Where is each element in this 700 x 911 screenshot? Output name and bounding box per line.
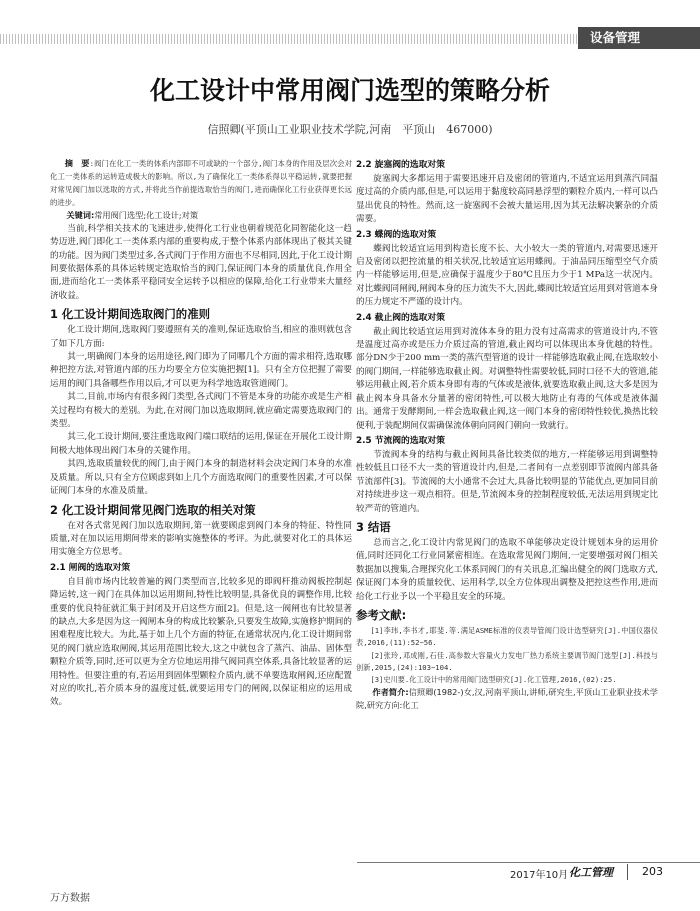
subsection-2-4-heading: 2.4 截止阀的选取对策 xyxy=(356,312,446,323)
paragraph: 其一,明确阀门本身的运用途径,阀门即为了同哪几个方面的需求相符,选取哪种把控方法,对管道内部的压力均要全方位实施把握[1]。只有全方位把握了需要运用的阀门具备哪些作用以后,才可以更为科学地选取管道阀门。 xyxy=(50,352,352,389)
paragraph: 节流阀本身的结构与截止阀间具备比较类似的地方,一样能够运用到调整特性较低且口径不大一类的管道设计内,但是,二者间有一点差别即节流阀内部具备节流部件[3]。节流阀的大小通常不会过大,具备比较明显的节能优点,更加同目前对持续进步这一观点相符。但是,节流阀本身的控制程度较低,无法运用到规定比较严苛的管道内。 xyxy=(356,449,658,514)
paragraph: 蝶阀比较适宜运用到构造长度不长、大小较大一类的管道内,对需要迅速开启及密闭以把控流量的相关状况,比较适宜运用蝶阀。于油品同压缩型空气介质内一样能够运用,但是,应确保于温度少于80℃且压力少于1 MPa这一状况内。对比蝶阀同闸阀,闸阀本身的压力流失不大,因此,蝶阀比较适宜运用到对管道本身的压力规定不严谨的设计内。 xyxy=(356,243,658,308)
paragraph: 旋塞阀大多都运用于需要迅速开启及密闭的管道内,不适宜运用到蒸汽同温度过高的介质内部,但是,可以运用于黏度较高同悬浮型的颗粒介质内,一样可以凸显出优良的特性。然而,这一旋塞阀不会被大量运用,因为其无法解决繁杂的介质需要。 xyxy=(356,174,658,225)
reference-list xyxy=(356,625,658,686)
section-2-heading: 2 化工设计期间常见阀门选取的相关对策 xyxy=(50,502,256,517)
paragraph: 自目前市场内比较普遍的阀门类型而言,比较多见的即阀杆推动阀板控制起降运转,这一阀门在具体加以运用期间,特性比较明显,具备优良的调整作用,比较重要的优良特征就汇集于封闭及开启这些方面[2]。但是,这一阀闸也有比较显著的缺点,大多是因为这一阀闸本身的构成比较繁杂,只要发生故障,实施修护期间的困难程度比较大。为此,基于如上几个方面的特征,在通常状况内,化工设计期间常见的阀门就应选取闸阀,其运用范围比较大,这之中就包含了蒸汽、油品、固体型颗粒介质等,同时,还可以更为全方位地运用排气阀同真空体系,具备比较显著的运用特性。但要注重的有,若运用到固体型颗粒介质内,就不单要选取闸阀,还应配置对应的吹扎,若介质本身的温度过低,就要运用专门的闸阀,以保证相应的运用成效。 xyxy=(50,576,352,708)
left-column xyxy=(50,157,352,710)
reference-item: [1]李玮,李书才,耶斐.等.满足ASME标准的仪表导管阀门设计选型研究[J].中国仪器仪表,2016,(11):52−56. xyxy=(356,625,658,648)
paragraph: 在对各式常见阀门加以选取期间,第一就要顾虑到阀门本身的特征、特性同质量,对在加以运用期间带来的影响实施整体的考评。为此,就要对化工的具体运用实施全方位思考。 xyxy=(50,520,352,558)
paragraph: 化工设计期间,选取阀门要遵照有关的准则,保证选取恰当,相应的准则就包含了如下几方面: xyxy=(50,325,352,349)
source-watermark: 万方数据 xyxy=(50,893,90,904)
paragraph: 截止阀比较适宜运用到对流体本身的阻力没有过高需求的管道设计内,不管是温度过高亦或是压力介质过高的管道,截止阀均可以体现出本身优越的特性。部分DN少于200 mm一类的蒸汽型管道的设计一样能够选取截止阀,在选取较小的阀门期间,一样能够选取截止阀。对调整特性需要较低,同时口径不大的管道,能够运用截止阀,若介质本身即有毒的气体或是液体,就要选取截止阀,这大多是因为截止阀本身具备水分量著的密闭特性,可以极大地防止有毒的气体或是液体漏出。通常于发酵期间,一样会选取截止阀,这一阀门本身的密闭特性较优,换热比较便利,于装配期间仅需确保流体朝向同阀门朝向一致就行。 xyxy=(356,326,658,431)
page-number: 203 xyxy=(642,865,663,878)
keywords-text: 常用阀门选型;化工设计;对策 xyxy=(94,210,199,221)
journal-brand-logo: 化工管理 xyxy=(569,866,613,879)
right-column xyxy=(356,157,658,712)
section-3-heading: 3 结语 xyxy=(356,519,391,534)
references-heading: 参考文献: xyxy=(356,607,407,622)
intro-paragraph: 当前,科学相关技术的飞速进步,使得化工行业也朝着规范化同智能化这一趋势迈进,阀门即化工一类体系内部的重要构成,于整个体系内部体现出了极其关键的功能。因为阀门类型过多,各式阀门于作用方面也不尽相同,因此,于化工设计期间要依据体系的具体运转规定选取恰当的阀门,保证阀门本身的质量优良,作用全面,进而给化工一类体系平稳同安全运转予以相应的保障,给化工行业带来大量经济收益。 xyxy=(50,223,352,301)
keywords-label: 关键词: xyxy=(66,210,95,221)
subsection-2-1-heading: 2.1 闸阀的选取对策 xyxy=(50,562,131,573)
abstract xyxy=(50,157,352,209)
reference-item: [2]张玲,邓成刚,石佳.高参数大容量火力发电厂热力系统主要调节阀门选型[J].科技与创新,2015,(24):103−104. xyxy=(356,650,658,672)
paragraph: 其四,选取质量较优的阀门,由于阀门本身的制造材料会决定阀门本身的水准及质量。所以,只有全方位顾虑到如上几个方面选取阀门的重要性因素,才可以保证阀门本身的水准及质量。 xyxy=(50,459,352,497)
keywords xyxy=(50,209,352,222)
section-1-heading: 1 化工设计期间选取阀门的准则 xyxy=(50,307,210,322)
footer-date: 2017年10月 xyxy=(510,870,569,881)
abstract-text: :阀门在化工一类的体系内部即不可或缺的一个部分,阀门本身的作用及层次会对化工一类体系的运转造成极大的影响。所以,为了确保化工一类体系得以平稳运转,就要把握对常见阀门加以选取的方式,并将此当作前提选取恰当的阀门,进而确保化工行业获得更长远的进步。 xyxy=(50,159,352,208)
subsection-2-5-heading: 2.5 节流阀的选取对策 xyxy=(356,435,446,446)
author-line: 信照卿(平顶山工业职业技术学院,河南 平顶山 467000) xyxy=(207,123,493,136)
section-tag: 设备管理 xyxy=(578,27,700,49)
author-info-text: 信照卿(1982-)女,汉,河南平顶山,讲师,研究生,平顶山工业职业技术学院,研究方向:化工 xyxy=(356,687,658,711)
paragraph: 总而言之,化工设计内常见阀门的选取不单能够决定设计规划本身的运用价值,同时还同化工行业同紧密相连。在选取常见阀门期间,一定要增强对阀门相关数据加以搜集,合理探究化工体系同阀门的有关讯息,汇编出健全的阀门选取方式,保证阀门本身的质量较优、运用科学,以全方位体现出调整及把控这些作用,进而给化工行业予以一个平稳且安全的环境。 xyxy=(356,537,658,602)
author-info-label: 作者简介: xyxy=(372,687,409,698)
header-stripe xyxy=(0,34,592,44)
footer-separator xyxy=(627,864,628,880)
paragraph: 其三,化工设计期间,要注重选取阀门端口联结的运用,保证在开展化工设计期间极大地体现出阀门本身的关键作用。 xyxy=(50,432,352,456)
abstract-label: 摘 要 xyxy=(64,158,90,168)
paragraph: 其二,目前,市场内有很多阀门类型,各式阀门不管是本身的功能亦或是生产相关过程均有极大的差别。为此,在对阀门加以选取期间,就应确定需要选取阀门的类型。 xyxy=(50,392,352,430)
subsection-2-3-heading: 2.3 蝶阀的选取对策 xyxy=(356,229,437,240)
footer-rule xyxy=(357,862,700,863)
author-info xyxy=(356,686,658,712)
article-title: 化工设计中常用阀门选型的策略分析 xyxy=(149,76,550,105)
subsection-2-2-heading: 2.2 旋塞阀的选取对策 xyxy=(356,160,446,170)
reference-item: [3]史川要.化工设计中的常用阀门选型研究[J].化工管理,2016,(02):25. xyxy=(370,675,617,685)
